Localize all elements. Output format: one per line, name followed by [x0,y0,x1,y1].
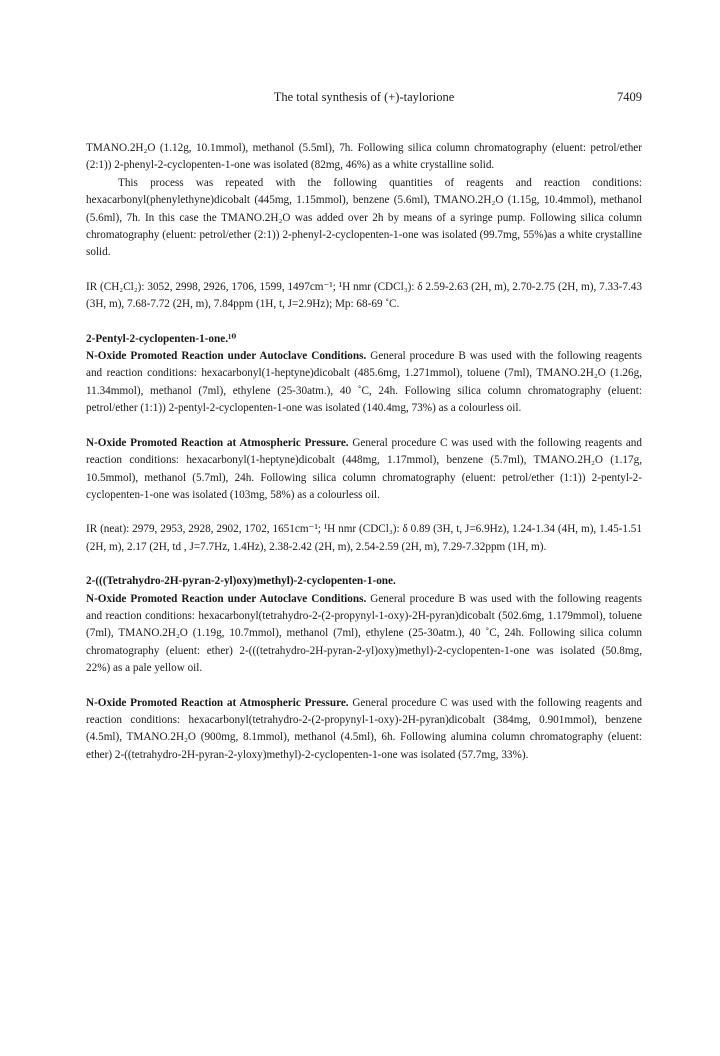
paragraph-text: General procedure C was used with the following reagents and reaction conditions: hexacarbonyl(1-heptyne)dicobalt (448mg, 1.17mmol), benzene (5.7ml), TMANO.2H₂O (1.17g, 10.5mmol), methanol (5.7ml), 24h. Following silica column chromatography (eluent: petrol/ether (1:1)) 2-pentyl-2-cyclopenten-1-one was isolated (103mg, 58%) as a colourless oil. [86,436,642,501]
run-in-heading-atmospheric: N-Oxide Promoted Reaction at Atmospheric Pressure. [86,436,349,449]
heading-thp-cyclopentenone: 2-(((Tetrahydro-2H-pyran-2-yl)oxy)methyl)-2-cyclopenten-1-one. [86,575,396,588]
page-number: 7409 [617,90,642,104]
run-in-heading-autoclave: N-Oxide Promoted Reaction under Autoclave Conditions. [86,592,367,605]
paragraph-text: General procedure B was used with the following reagents and reaction conditions: hexacarbonyl(tetrahydro-2-(2-propynyl-1-oxy)-2H-pyran)dicobalt (502.6mg, 1.179mmol), toluene (7ml), TMANO.2H₂O (1.19g, 10.7mmol), methanol (7ml), ethylene (25-30atm.), 40 ˚C, 24h. Following silica column chromatography (eluent: ether) 2-(((tetrahydro-2H-pyran-2-yl)oxy)methyl)-2-cyclopenten-1-one was isolated (50.8mg, 22%) as a pale yellow oil. [86,592,642,675]
paragraph-text: General procedure B was used with the following reagents and reaction conditions: hexacarbonyl(1-heptyne)dicobalt (485.6mg, 1.271mmol), toluene (7ml), TMANO.2H₂O (1.26g, 11.34mmol), methanol (7ml), ethylene (25-30atm.), 40 ˚C, 24h. Following silica column chromatography (eluent: petrol/ether (1:1)) 2-pentyl-2-cyclopenten-1-one was isolated (140.4mg, 73%) as a colourless oil. [86,350,642,415]
paragraph-pentyl-spectra: IR (neat): 2979, 2953, 2928, 2902, 1702, 1651cm⁻¹; ¹H nmr (CDCl₃): δ 0.89 (3H, t, J=6.9Hz), 1.24-1.34 (4H, m), 1.45-1.51 (2H, m), 2.17 (2H, td , J=7.7Hz, 1.4Hz), 2.38-2.42 (2H, m), 2.54-2.59 (2H, m), 7.29-7.32ppm (1H, m). [86,523,642,553]
paragraph-pentyl-atmospheric [86,435,642,505]
running-title: The total synthesis of (+)-taylorione [273,90,455,104]
paragraph-pentyl-autoclave [86,348,642,418]
paragraph-phenyl-result: TMANO.2H₂O (1.12g, 10.1mmol), methanol (5.5ml), 7h. Following silica column chromatography (eluent: petrol/ether (2:1)) 2-phenyl-2-cyclopenten-1-one was isolated (82mg, 46%) as a white crystalline solid. [86,142,642,172]
run-in-heading-autoclave: N-Oxide Promoted Reaction under Autoclave Conditions. [86,350,367,363]
article-body [86,140,642,764]
heading-pentyl-cyclopentenone: 2-Pentyl-2-cyclopenten-1-one.¹⁰ [86,332,237,345]
paragraph-thp-autoclave [86,591,642,678]
running-head [86,90,642,108]
paragraph-thp-atmospheric [86,695,642,765]
run-in-heading-atmospheric: N-Oxide Promoted Reaction at Atmospheric Pressure. [86,696,349,709]
paragraph-repeat-process: This process was repeated with the following quantities of reagents and reaction conditions: hexacarbonyl(phenylethyne)dicobalt (445mg, 1.15mmol), benzene (5.6ml), TMANO.2H₂O (1.15g, 10.4mmol), methanol (5.6ml), 7h. In this case the TMANO.2H₂O was added over 2h by means of a syringe pump. Following silica column chromatography (eluent: petrol/ether (2:1)) 2-phenyl-2-cyclopenten-1-one was isolated (99.7mg, 55%)as a white crystalline solid. [86,176,642,259]
paragraph-phenyl-spectra: IR (CH₂Cl₂): 3052, 2998, 2926, 1706, 1599, 1497cm⁻¹; ¹H nmr (CDCl₃): δ 2.59-2.63 (2H, m), 2.70-2.75 (2H, m), 7.33-7.43 (3H, m), 7.68-7.72 (2H, m), 7.84ppm (1H, t, J=2.9Hz); Mp: 68-69 ˚C. [86,280,642,311]
paragraph-text: General procedure C was used with the following reagents and reaction conditions: hexacarbonyl(tetrahydro-2-(2-propynyl-1-oxy)-2H-pyran)dicobalt (384mg, 0.901mmol), benzene (4.5ml), TMANO.2H₂O (900mg, 8.1mmol), methanol (4.5ml), 6h. Following alumina column chromatography (eluent: ether) 2-((tetrahydro-2H-pyran-2-yloxy)methyl)-2-cyclopenten-1-one was isolated (57.7mg, 33%). [86,696,642,761]
